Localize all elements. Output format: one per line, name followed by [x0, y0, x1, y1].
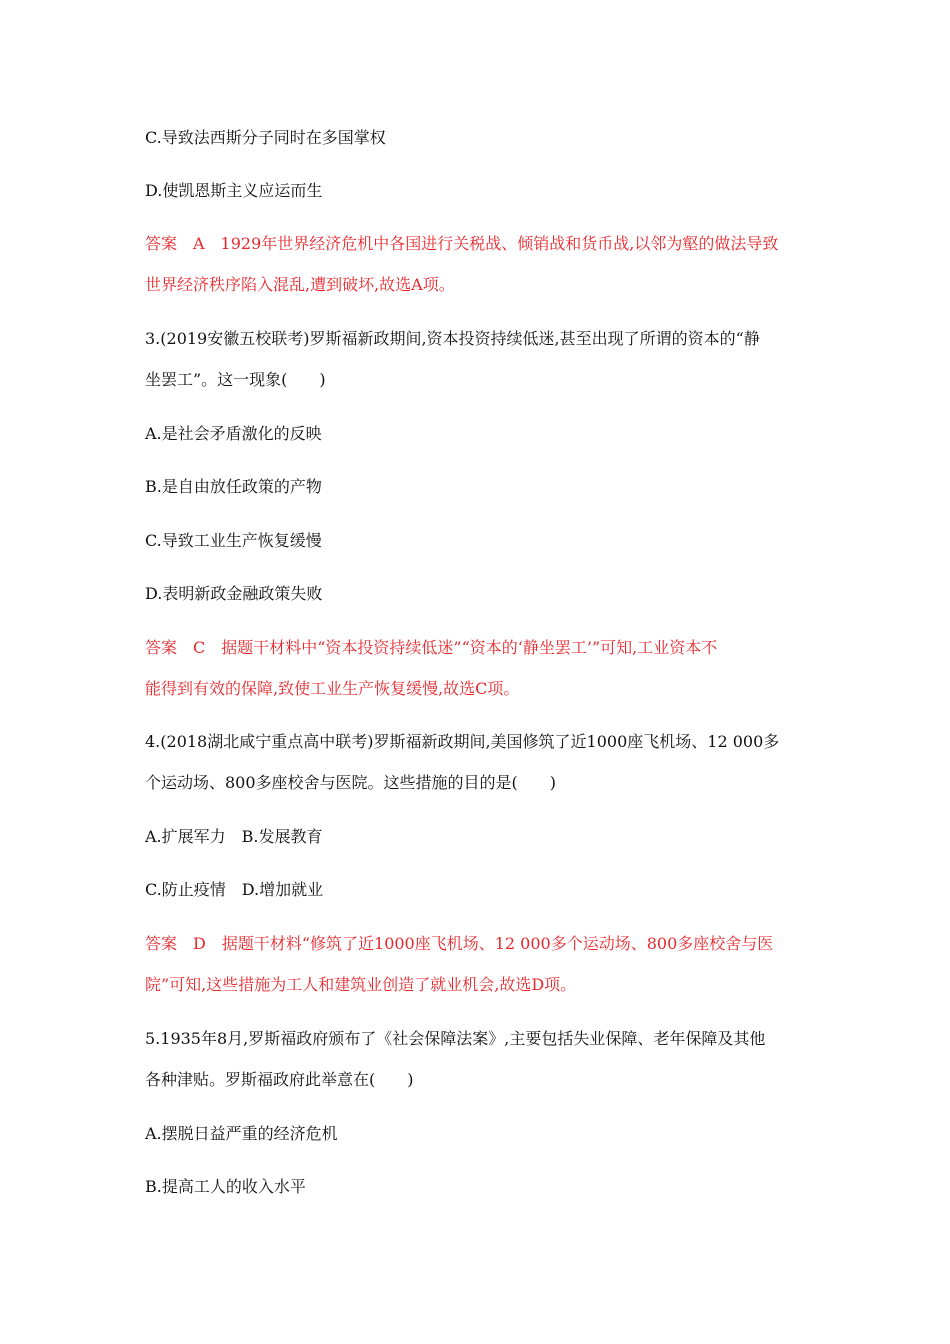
q3-option-a: A.是社会矛盾激化的反映 — [145, 424, 322, 443]
q4-stem-line-2: 个运动场、800多座校舍与医院。这些措施的目的是( ) — [145, 773, 557, 792]
q3-option-d: D.表明新政金融政策失败 — [145, 584, 323, 603]
q4-answer-line-1: 答案 D 据题干材料“修筑了近1000座飞机场、12 000多个运动场、800多座校舍与医 — [145, 934, 774, 953]
q2-answer-line-1: 答案 A 1929年世界经济危机中各国进行关税战、倾销战和货币战,以邻为壑的做法导致 — [145, 234, 779, 253]
q2-option-d: D.使凯恩斯主义应运而生 — [145, 181, 323, 200]
q5-stem-line-1: 5.1935年8月,罗斯福政府颁布了《社会保障法案》,主要包括失业保障、老年保障及其他 — [145, 1029, 766, 1048]
q4-answer-line-2: 院”可知,这些措施为工人和建筑业创造了就业机会,故选D项。 — [145, 975, 577, 994]
q4-options-cd: C.防止疫情 D.增加就业 — [145, 880, 324, 899]
q3-answer-line-2: 能得到有效的保障,致使工业生产恢复缓慢,故选C项。 — [145, 679, 520, 698]
q3-stem-line-1: 3.(2019安徽五校联考)罗斯福新政期间,资本投资持续低迷,甚至出现了所谓的资本的“静 — [145, 329, 760, 348]
q2-answer-line-2: 世界经济秩序陷入混乱,遭到破坏,故选A项。 — [145, 275, 455, 294]
q3-answer-line-1: 答案 C 据题干材料中“资本投资持续低迷”“资本的‘静坐罢工’”可知,工业资本不 — [145, 638, 718, 657]
q5-option-b: B.提高工人的收入水平 — [145, 1177, 306, 1196]
q3-option-c: C.导致工业生产恢复缓慢 — [145, 531, 322, 550]
q5-option-a: A.摆脱日益严重的经济危机 — [145, 1124, 338, 1143]
q4-options-ab: A.扩展军力 B.发展教育 — [145, 827, 323, 846]
q2-option-c: C.导致法西斯分子同时在多国掌权 — [145, 128, 386, 147]
q3-stem-line-2: 坐罢工”。这一现象( ) — [145, 370, 326, 389]
q4-stem-line-1: 4.(2018湖北咸宁重点高中联考)罗斯福新政期间,美国修筑了近1000座飞机场、12 000多 — [145, 732, 780, 751]
q3-option-b: B.是自由放任政策的产物 — [145, 477, 322, 496]
q5-stem-line-2: 各种津贴。罗斯福政府此举意在( ) — [145, 1070, 414, 1089]
